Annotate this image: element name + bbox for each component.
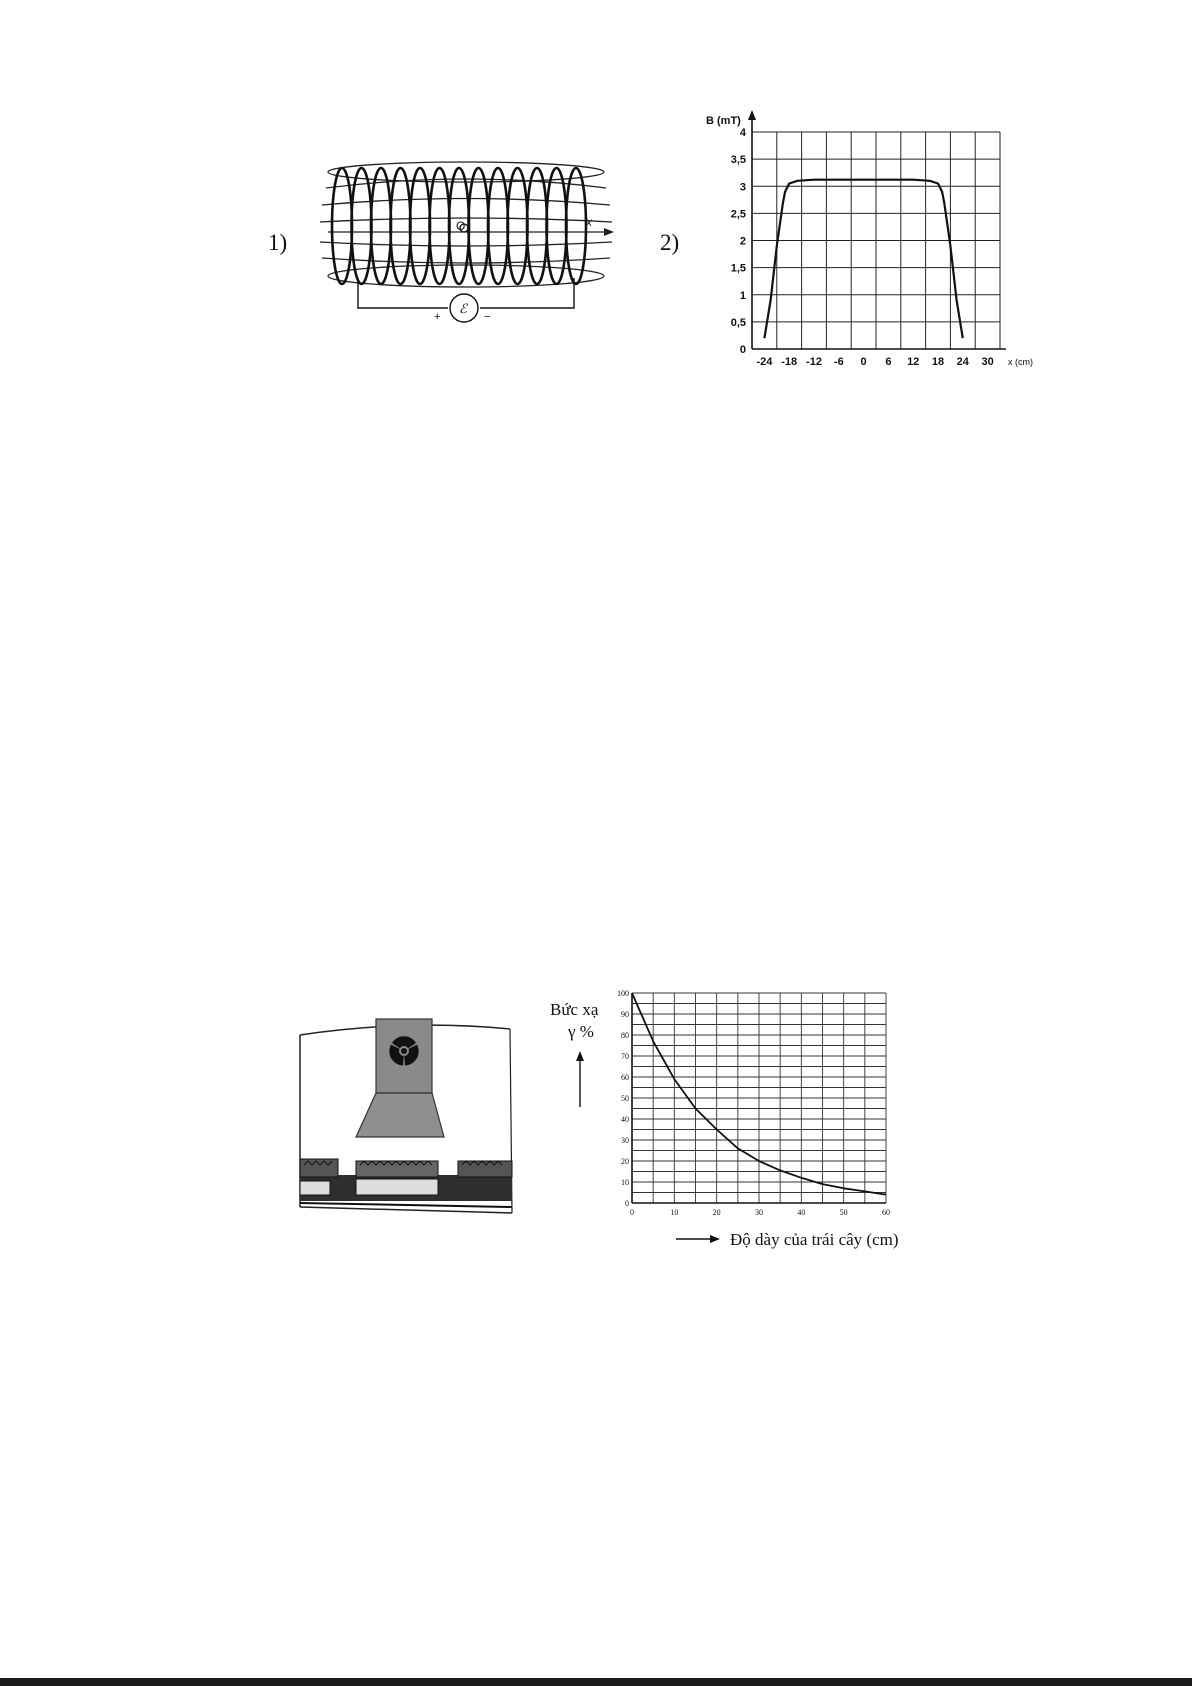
x-tick-label: 30	[755, 1208, 763, 1217]
y-tick-label: 90	[621, 1010, 629, 1019]
y-tick-label: 10	[621, 1178, 629, 1187]
solenoid-diagram	[318, 150, 618, 330]
y-tick-label: 0	[739, 344, 746, 356]
coil-turn	[332, 168, 352, 284]
y-tick-label: 1	[739, 289, 746, 302]
series-line-b-field	[764, 180, 962, 339]
x-tick-label: 10	[670, 1208, 679, 1217]
x-tick-label: -6	[833, 356, 844, 368]
axis-x-label: x	[586, 215, 592, 229]
point-o-label: O	[456, 219, 466, 233]
x-axis-title: Độ dày của trái cây (cm)	[730, 1230, 899, 1249]
coil-turn	[488, 168, 508, 284]
x-tick-label: 6	[885, 356, 892, 368]
x-tick-label: -24	[756, 356, 773, 368]
x-axis-title: x (cm)	[1008, 357, 1033, 367]
y-tick-label: 3,5	[730, 154, 746, 167]
coil-turn	[371, 168, 391, 284]
minus-sign: −	[484, 311, 491, 323]
radiation-chart	[540, 985, 900, 1255]
coil-turn	[508, 168, 528, 284]
x-tick-label: -18	[781, 356, 798, 368]
coil-turn	[410, 168, 430, 284]
y-tick-label: 2	[739, 235, 746, 248]
coil-turn	[430, 168, 450, 284]
x-tick-label: 20	[712, 1208, 721, 1217]
x-tick-label: -12	[806, 356, 822, 368]
y-tick-label: 70	[621, 1052, 629, 1061]
y-tick-label: 80	[621, 1031, 629, 1040]
page-bottom-edge	[0, 1678, 1192, 1686]
y-axis-title: B (mT)	[706, 115, 741, 127]
y-tick-label: 40	[621, 1115, 629, 1124]
y-tick-label: 4	[739, 127, 746, 139]
y-axis-arrow	[748, 110, 756, 120]
x-tick-label: 18	[931, 356, 945, 368]
x-tick-label: 12	[907, 356, 920, 368]
x-tick-label: 24	[956, 356, 969, 368]
x-tick-label: 50	[839, 1208, 848, 1217]
y-tick-label: 100	[617, 989, 629, 998]
y-axis-title: Bức xạ	[550, 1000, 599, 1019]
y-tick-label: 0	[625, 1199, 629, 1208]
x-tick-label: 0	[860, 356, 867, 368]
x-tick-label: 40	[797, 1208, 806, 1217]
coil-turn	[566, 168, 586, 284]
coil-turn	[547, 168, 567, 284]
y-tick-label: 30	[621, 1136, 629, 1145]
y-tick-label: 1,5	[730, 262, 746, 275]
up-arrow-icon	[576, 1051, 584, 1061]
figure-label-2: 2)	[660, 230, 680, 255]
y-tick-label: 50	[621, 1094, 629, 1103]
figure-label-1: 1)	[268, 230, 288, 255]
magnetic-field-chart	[700, 108, 1040, 378]
x-tick-label: 0	[630, 1208, 634, 1217]
y-tick-label: 60	[621, 1073, 629, 1082]
y-tick-label: 20	[621, 1157, 629, 1166]
irradiation-illustration	[298, 1015, 516, 1215]
y-tick-label: 3	[739, 181, 746, 194]
y-tick-label: 2,5	[730, 208, 746, 221]
x-tick-label: 30	[981, 356, 994, 368]
y-axis-unit: γ %	[568, 1022, 594, 1041]
y-tick-label: 0,5	[730, 316, 746, 329]
right-arrow-icon	[710, 1235, 720, 1243]
source-label: ℰ	[459, 301, 467, 316]
plus-sign: +	[434, 311, 441, 323]
coil-turn	[469, 168, 489, 284]
x-tick-label: 60	[882, 1208, 890, 1217]
coil-turn	[352, 168, 372, 284]
